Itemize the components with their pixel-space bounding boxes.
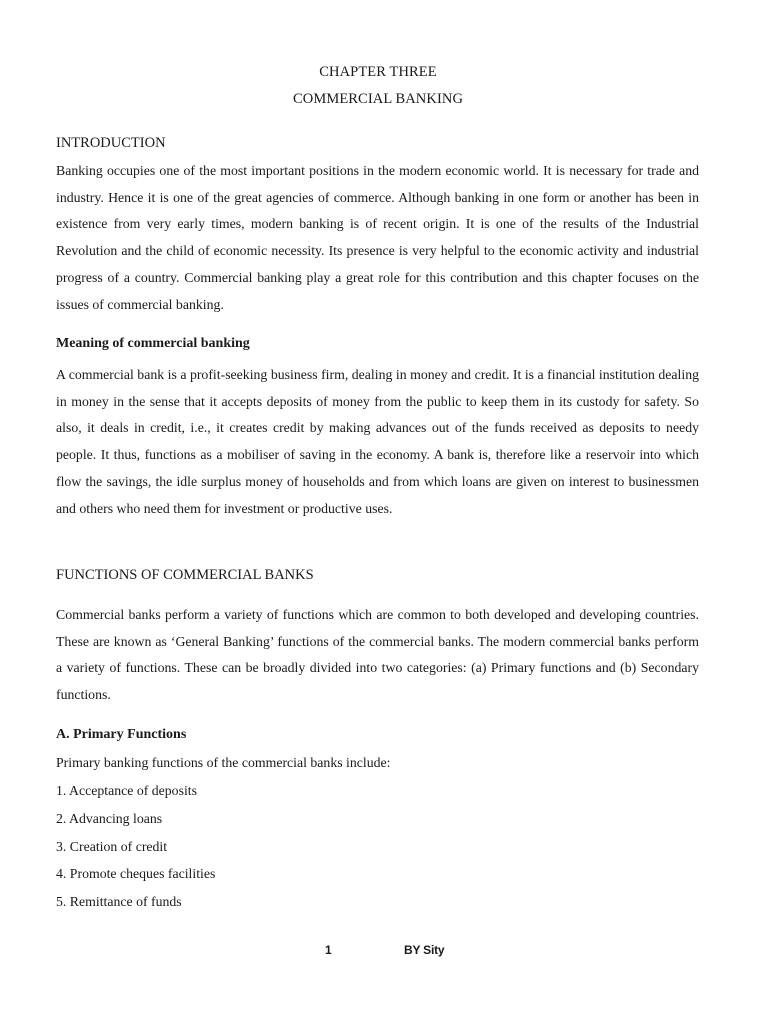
list-item: 3. Creation of credit: [56, 838, 168, 854]
functions-heading: FUNCTIONS OF COMMERCIAL BANKS: [56, 567, 314, 583]
page-number: 1: [325, 943, 332, 957]
list-item: 2. Advancing loans: [56, 810, 163, 826]
meaning-heading: Meaning of commercial banking: [56, 336, 250, 351]
list-item: 1. Acceptance of deposits: [56, 783, 197, 798]
functions-paragraph: Commercial banks perform a variety of functions which are common to both developed and developing countries. These are known as ‘General Banking’ functions of the commercial banks. The modern commercial banks perform a variety of functions. These can be broadly divided into two categories: (a) Primary functions and (b) Secondary functions.: [56, 607, 699, 703]
chapter-title: CHAPTER THREE: [319, 64, 437, 80]
meaning-paragraph: A commercial bank is a profit-seeking business firm, dealing in money and credit. It is a financial institution dealing in money in the sense that it accepts deposits of money from the public to keep them in its custody for safety. So also, it deals in credit, i.e., it creates credit by making advances out of the funds received as deposits to needy people. It thus, functions as a mobiliser of saving in the economy. A bank is, therefore like a reservoir into which flow the savings, the idle surplus money of households and from which loans are given on interest to businessmen and others who need them for investment or productive uses.: [56, 367, 699, 516]
chapter-subtitle: COMMERCIAL BANKING: [292, 91, 464, 107]
list-item: 5. Remittance of funds: [56, 894, 182, 910]
introduction-heading: INTRODUCTION: [56, 135, 166, 151]
list-item: 4. Promote cheques facilities: [56, 866, 216, 882]
footer-author: BY Sity: [404, 943, 445, 957]
primary-functions-intro: Primary banking functions of the commercial banks include:: [56, 755, 391, 770]
primary-functions-list: [56, 779, 215, 918]
primary-functions-heading: A. Primary Functions: [56, 727, 187, 742]
introduction-paragraph: Banking occupies one of the most important positions in the modern economic world. It is necessary for trade and industry. Hence it is one of the great agencies of commerce. Although banking in one form or another has been in existence from very early times, modern banking is of recent origin. It is one of the results of the Industrial Revolution and the child of economic necessity. Its presence is very helpful to the economic activity and industrial progress of a country. Commercial banking play a great role for this contribution and this chapter focuses on the issues of commercial banking.: [56, 163, 699, 312]
